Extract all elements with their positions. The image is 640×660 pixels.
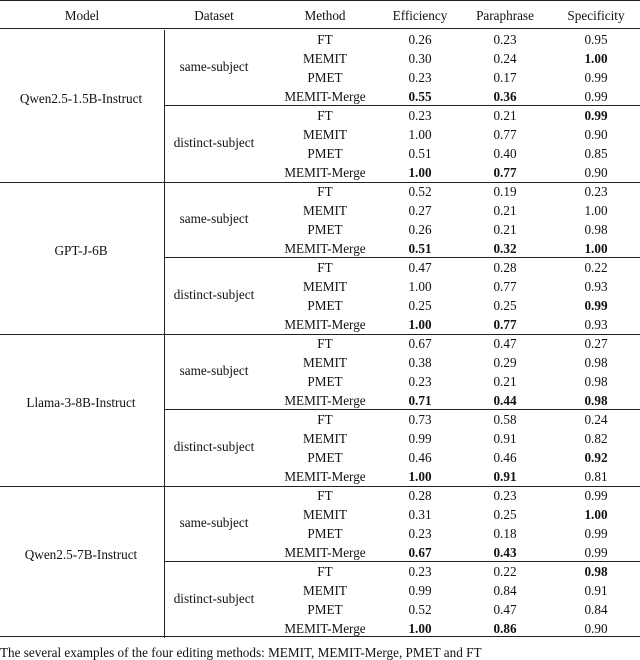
efficiency-cell: 0.67 [408,336,432,351]
header-specificity: Specificity [567,8,625,23]
efficiency-cell: 0.47 [408,260,432,275]
dataset-name: same-subject [179,59,249,74]
method-cell: PMET [307,374,343,389]
specificity-cell: 0.90 [584,165,608,180]
paraphrase-cell: 0.77 [493,165,517,180]
dataset-rule [164,561,640,562]
model-name: Llama-3-8B-Instruct [26,395,136,410]
efficiency-cell: 1.00 [408,469,432,484]
specificity-cell: 0.24 [584,412,608,427]
efficiency-cell: 1.00 [408,165,432,180]
efficiency-cell: 1.00 [408,317,432,332]
specificity-cell: 0.85 [584,146,608,161]
specificity-cell: 0.99 [584,526,608,541]
efficiency-cell: 0.51 [408,241,432,256]
paraphrase-cell: 0.77 [493,317,517,332]
paraphrase-cell: 0.47 [493,602,517,617]
method-cell: PMET [307,298,343,313]
efficiency-cell: 0.67 [408,545,432,560]
specificity-cell: 0.99 [584,488,608,503]
paraphrase-cell: 0.47 [493,336,517,351]
header-method: Method [304,8,346,23]
efficiency-cell: 0.38 [408,355,432,370]
method-cell: MEMIT [303,355,347,370]
dataset-name: distinct-subject [173,287,255,302]
method-cell: MEMIT [303,51,347,66]
header-dataset: Dataset [194,8,234,23]
method-cell: PMET [307,222,343,237]
dataset-name: same-subject [179,211,249,226]
group-divider [164,30,165,182]
method-cell: MEMIT-Merge [284,469,366,484]
group-divider [164,334,165,486]
specificity-cell: 0.92 [584,450,608,465]
efficiency-cell: 1.00 [408,621,432,636]
specificity-cell: 0.99 [584,89,608,104]
dataset-name: distinct-subject [173,591,255,606]
specificity-cell: 0.90 [584,621,608,636]
paraphrase-cell: 0.44 [493,393,517,408]
specificity-cell: 0.82 [584,431,608,446]
paraphrase-cell: 0.21 [493,203,517,218]
header-efficiency: Efficiency [392,8,448,23]
efficiency-cell: 0.51 [408,146,432,161]
header-model: Model [64,8,100,23]
specificity-cell: 0.98 [584,355,608,370]
efficiency-cell: 0.28 [408,488,432,503]
efficiency-cell: 0.99 [408,431,432,446]
dataset-rule [164,257,640,258]
specificity-cell: 0.90 [584,127,608,142]
paraphrase-cell: 0.86 [493,621,517,636]
method-cell: FT [317,412,333,427]
paraphrase-cell: 0.22 [493,564,517,579]
dataset-name: same-subject [179,363,249,378]
method-cell: MEMIT [303,431,347,446]
group-rule [0,486,640,487]
paraphrase-cell: 0.77 [493,279,517,294]
dataset-rule [164,409,640,410]
paraphrase-cell: 0.21 [493,222,517,237]
paraphrase-cell: 0.28 [493,260,517,275]
paraphrase-cell: 0.19 [493,184,517,199]
method-cell: MEMIT [303,507,347,522]
specificity-cell: 0.99 [584,545,608,560]
method-cell: MEMIT-Merge [284,545,366,560]
paraphrase-cell: 0.77 [493,127,517,142]
method-cell: MEMIT [303,203,347,218]
efficiency-cell: 0.23 [408,374,432,389]
efficiency-cell: 0.99 [408,583,432,598]
specificity-cell: 0.27 [584,336,608,351]
efficiency-cell: 0.25 [408,298,432,313]
efficiency-cell: 0.55 [408,89,432,104]
paraphrase-cell: 0.21 [493,374,517,389]
group-divider [164,182,165,334]
specificity-cell: 0.98 [584,374,608,389]
bottom-rule [0,636,640,637]
group-divider [164,486,165,638]
dataset-name: distinct-subject [173,439,255,454]
efficiency-cell: 0.30 [408,51,432,66]
efficiency-cell: 0.52 [408,184,432,199]
paraphrase-cell: 0.58 [493,412,517,427]
specificity-cell: 0.98 [584,222,608,237]
model-name: Qwen2.5-7B-Instruct [24,547,138,562]
method-cell: PMET [307,526,343,541]
specificity-cell: 0.23 [584,184,608,199]
paraphrase-cell: 0.91 [493,431,517,446]
efficiency-cell: 0.73 [408,412,432,427]
paraphrase-cell: 0.43 [493,545,517,560]
paraphrase-cell: 0.25 [493,298,517,313]
table-caption: The several examples of the four editing methods: MEMIT, MEMIT-Merge, PMET and FT [0,645,482,660]
specificity-cell: 0.99 [584,298,608,313]
paraphrase-cell: 0.23 [493,32,517,47]
dataset-name: distinct-subject [173,135,255,150]
specificity-cell: 1.00 [584,51,608,66]
method-cell: MEMIT-Merge [284,317,366,332]
method-cell: FT [317,32,333,47]
efficiency-cell: 0.27 [408,203,432,218]
efficiency-cell: 0.26 [408,32,432,47]
specificity-cell: 0.81 [584,469,608,484]
paraphrase-cell: 0.23 [493,488,517,503]
specificity-cell: 0.98 [584,564,608,579]
method-cell: PMET [307,70,343,85]
paraphrase-cell: 0.25 [493,507,517,522]
specificity-cell: 0.95 [584,32,608,47]
method-cell: MEMIT [303,279,347,294]
paraphrase-cell: 0.29 [493,355,517,370]
efficiency-cell: 0.31 [408,507,432,522]
method-cell: FT [317,564,333,579]
method-cell: PMET [307,146,343,161]
paraphrase-cell: 0.17 [493,70,517,85]
method-cell: MEMIT-Merge [284,241,366,256]
efficiency-cell: 0.23 [408,564,432,579]
specificity-cell: 0.99 [584,70,608,85]
dataset-rule [164,105,640,106]
group-rule [0,334,640,335]
specificity-cell: 0.22 [584,260,608,275]
method-cell: PMET [307,602,343,617]
method-cell: FT [317,488,333,503]
paraphrase-cell: 0.84 [493,583,517,598]
dataset-name: same-subject [179,515,249,530]
specificity-cell: 0.91 [584,583,608,598]
method-cell: MEMIT [303,127,347,142]
paraphrase-cell: 0.21 [493,108,517,123]
header-rule [0,28,640,29]
method-cell: MEMIT-Merge [284,621,366,636]
paraphrase-cell: 0.24 [493,51,517,66]
efficiency-cell: 0.23 [408,70,432,85]
efficiency-cell: 1.00 [408,279,432,294]
efficiency-cell: 0.71 [408,393,432,408]
method-cell: FT [317,108,333,123]
specificity-cell: 1.00 [584,507,608,522]
header-paraphrase: Paraphrase [476,8,534,23]
group-rule [0,182,640,183]
specificity-cell: 1.00 [584,203,608,218]
efficiency-cell: 0.23 [408,108,432,123]
efficiency-cell: 1.00 [408,127,432,142]
efficiency-cell: 0.52 [408,602,432,617]
specificity-cell: 0.99 [584,108,608,123]
efficiency-cell: 0.46 [408,450,432,465]
method-cell: FT [317,336,333,351]
specificity-cell: 1.00 [584,241,608,256]
model-name: GPT-J-6B [54,243,108,258]
efficiency-cell: 0.23 [408,526,432,541]
top-rule [0,0,640,1]
method-cell: MEMIT-Merge [284,393,366,408]
paraphrase-cell: 0.40 [493,146,517,161]
paraphrase-cell: 0.36 [493,89,517,104]
method-cell: MEMIT [303,583,347,598]
paraphrase-cell: 0.18 [493,526,517,541]
method-cell: MEMIT-Merge [284,165,366,180]
method-cell: MEMIT-Merge [284,89,366,104]
specificity-cell: 0.84 [584,602,608,617]
specificity-cell: 0.93 [584,279,608,294]
paraphrase-cell: 0.32 [493,241,517,256]
specificity-cell: 0.98 [584,393,608,408]
efficiency-cell: 0.26 [408,222,432,237]
paraphrase-cell: 0.91 [493,469,517,484]
method-cell: PMET [307,450,343,465]
model-name: Qwen2.5-1.5B-Instruct [19,91,143,106]
paraphrase-cell: 0.46 [493,450,517,465]
specificity-cell: 0.93 [584,317,608,332]
method-cell: FT [317,260,333,275]
method-cell: FT [317,184,333,199]
